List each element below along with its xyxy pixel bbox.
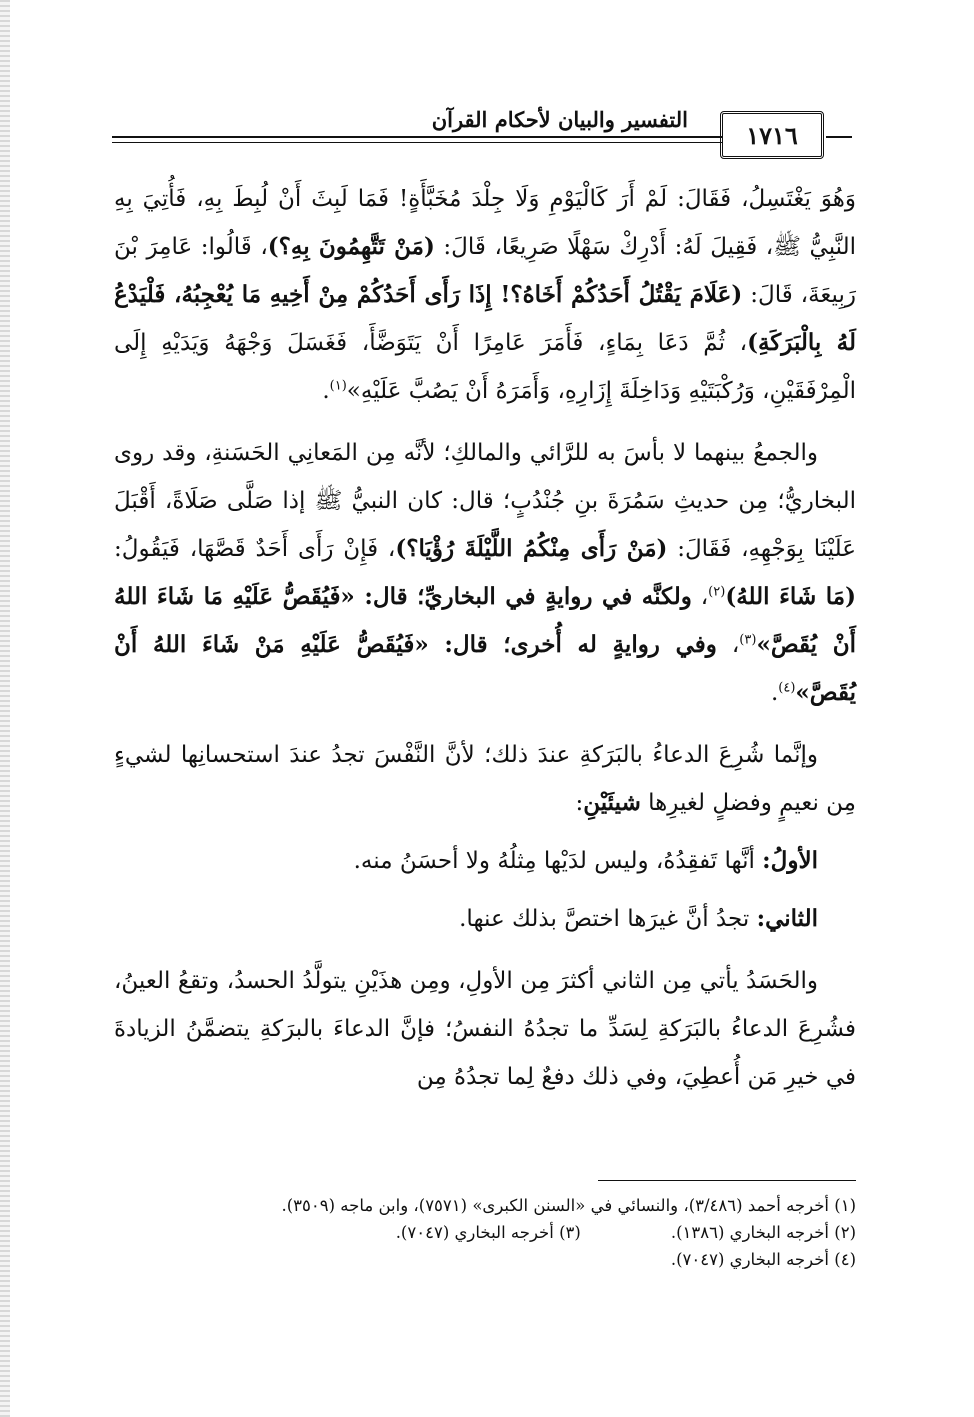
- header-rule-tail: [826, 136, 852, 138]
- scan-edge: [0, 0, 10, 1417]
- paragraph-3: [114, 731, 856, 827]
- text: ،: [716, 632, 740, 658]
- footnote-ref: (٤): [778, 680, 796, 696]
- footnote-1: (١) أخرجه أحمد (٣/٤٨٦)، والنسائي في «السنن الكبرى» (٧٥٧١)، وابن ماجه (٣٥٠٩).: [281, 1196, 856, 1215]
- footnote-3: (٣) أخرجه البخاري (٧٠٤٧).: [395, 1223, 581, 1242]
- point-text: أنَّها تَفقِدُهُ، وليس لدَيْها مِثلُهُ ولا أحسَنُ منه.: [353, 848, 763, 874]
- running-title: التفسير والبيان لأحكام القرآن: [431, 107, 688, 132]
- text: وإنَّما شُرِعَ الدعاءُ بالبَرَكةِ عندَ ذلك؛ لأنَّ النَّفْسَ تجدُ عندَ استحسانِها لشيءٍ مِن نعيمٍ وفضلٍ لغيرِها: [114, 742, 856, 816]
- footnote-ref: (٢): [708, 584, 726, 600]
- footnote-row: [114, 1219, 856, 1246]
- text: ، قَالُوا: عَامِرَ بْنَ رَبِيعَةَ، قَالَ:: [114, 234, 856, 308]
- narration-bold: ولكنَّه في روايةٍ في البخاريِّ؛ قال: «فَيُقَصُّ عَلَيْهِ مَا شَاءَ اللهُ أَنْ يُقَصَّ»: [114, 583, 856, 658]
- emphasis: شيئَيْنِ: [583, 789, 641, 816]
- footnote-separator: [598, 1180, 856, 1181]
- point-text: تجدُ أنَّ غيرَها اختصَّ بذلك عنها.: [459, 906, 757, 932]
- point-label: الثاني:: [756, 905, 818, 932]
- text: ، فَإِنْ رَأَى أَحَدٌ قَصَّهَا، فَيَقُولُ:: [114, 536, 396, 562]
- narration-bold: وفي روايةٍ له أُخرى؛ قال: «فَيُقَصُّ عَلَيْهِ مَنْ شَاءَ اللهُ أَنْ يُقَصَّ»: [114, 631, 856, 706]
- main-text: [114, 175, 856, 1101]
- header-rule: [112, 136, 722, 138]
- page-number: ١٧١٦: [720, 111, 824, 159]
- text: ، ثُمَّ دَعَا بِمَاءٍ، فَأَمَرَ عَامِرًا أَنْ يَتَوَضَّأَ، فَغَسَلَ وَجْهَهُ وَيَدَيْهِ إِلَى الْمِرْفَقَيْنِ، وَرُكْبَتَيْهِ وَدَاخِلَةَ إِزَارِهِ، وَأَمَرَهُ أَنْ يَصُبَّ عَلَيْهِ»: [114, 330, 856, 404]
- text: .: [322, 378, 330, 404]
- header-rule-thin: [112, 142, 722, 143]
- text: .: [770, 680, 779, 706]
- paragraph-2: [114, 429, 856, 717]
- footnote-4: (٤) أخرجه البخاري (٧٠٤٧).: [670, 1250, 856, 1269]
- hadith-quote: (عَلَامَ يَقْتُلُ أَحَدُكُمْ أَخَاهُ؟! إِذَا رَأَى أَحَدُكُمْ مِنْ أَخِيهِ مَا يُعْجِبُهُ، فَلْيَدْعُ لَهُ بِالْبَرَكَةِ): [114, 281, 856, 356]
- page-header: [112, 103, 824, 165]
- point-1: [114, 837, 856, 885]
- footnote-2: (٢) أخرجه البخاري (١٣٨٦).: [670, 1223, 856, 1242]
- hadith-quote: (مَا شَاءَ اللهُ): [725, 583, 856, 610]
- text: :: [575, 790, 584, 816]
- footnote-ref: (١): [329, 378, 347, 394]
- footnote-ref: (٣): [739, 632, 757, 648]
- text: ،: [691, 584, 709, 610]
- point-label: الأولُ:: [762, 847, 818, 874]
- hadith-quote: (مَنْ تَتَّهِمُونَ بِهِ؟): [267, 233, 435, 260]
- text: وَهُوَ يَغْتَسِلُ، فَقَالَ: لَمْ أَرَ كَالْيَوْمِ وَلَا جِلْدَ مُخَبَّأَةٍ! فَمَا لَبِثَ أَنْ لُبِطَ بِهِ، فَأُتِيَ بِهِ النَّبِيُّ ﷺ، فَقِيلَ لَهُ: أَدْرِكْ سَهْلًا صَرِيعًا، قَالَ:: [114, 186, 856, 260]
- hadith-quote: (مَنْ رَأَى مِنْكُمُ اللَّيْلَةَ رُؤْيَا؟): [395, 535, 668, 562]
- text: والجمعُ بينهما لا بأسَ به للرَّائي والمالكِ؛ لأنَّه مِن المَعانِي الحَسَنةِ، وقد روى البخاريُّ؛ مِن حديثِ سَمُرَةَ بنِ جُنْدُبٍ؛ قال: كان النبيُّ ﷺ إذا صَلَّى صَلَاةً، أَقْبَلَ عَلَيْنَا بِوَجْهِهِ، فَقَالَ:: [114, 440, 856, 562]
- paragraph-1: [114, 175, 856, 415]
- point-2: [114, 895, 856, 943]
- footnotes: [114, 1192, 856, 1273]
- paragraph-4: والحَسَدُ يأتي مِن الثاني أكثرَ مِن الأولِ، ومِن هذَيْنِ يتولَّدُ الحسدُ، وتقعُ العينُ، فشُرِعَ الدعاءُ بالبَرَكةِ لِسَدِّ ما تجدُهُ النفسُ؛ فإنَّ الدعاءَ بالبرَكةِ يتضمَّنُ الزيادةَ في خيرِ مَن أُعطِيَ، وفي ذلك دفعٌ لِما تجدُهُ مِن: [114, 968, 856, 1090]
